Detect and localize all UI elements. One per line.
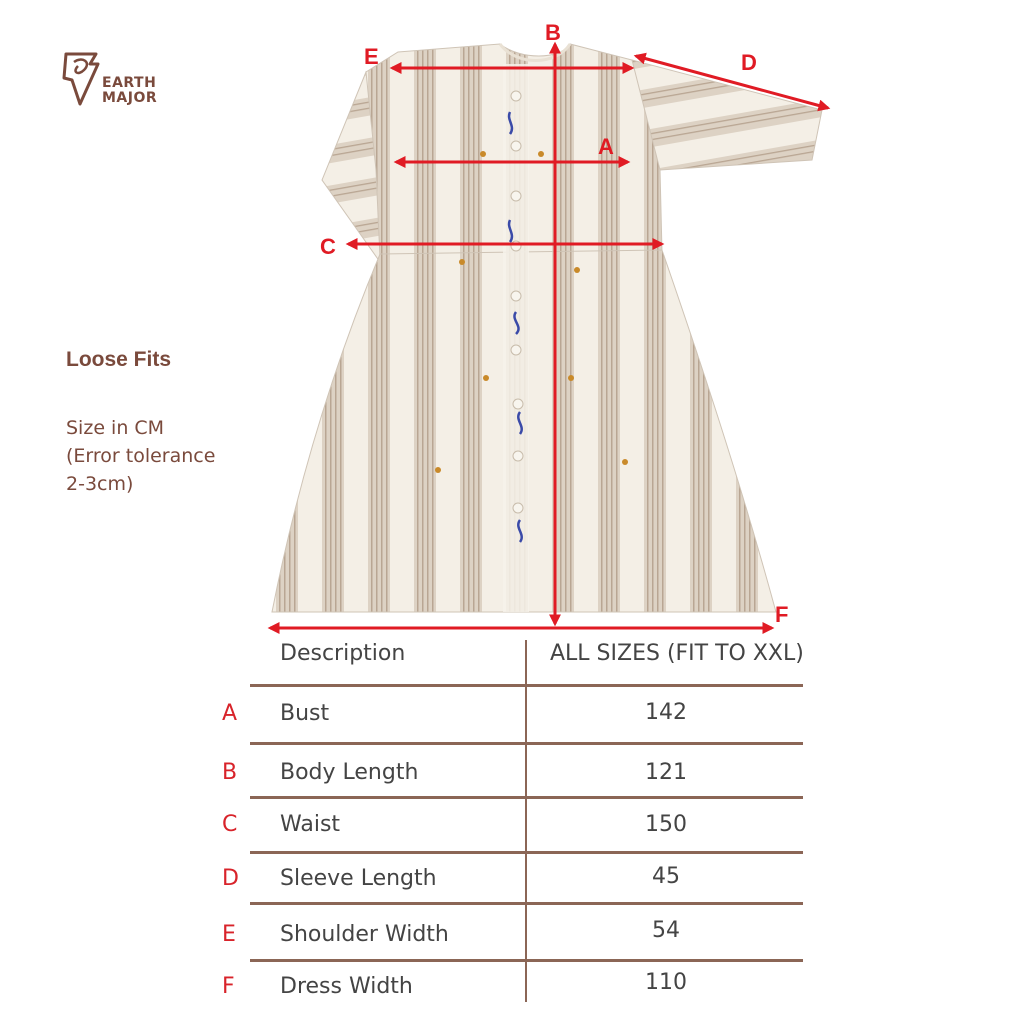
measure-label-a: A: [598, 134, 614, 159]
row-value: 45: [652, 864, 680, 889]
row-letter: C: [222, 812, 238, 837]
row-value: 150: [645, 812, 687, 837]
table-divider: [250, 959, 803, 962]
table-divider: [250, 684, 803, 687]
row-value: 142: [645, 700, 687, 725]
table-divider: [250, 742, 803, 745]
row-letter: D: [222, 866, 239, 891]
measure-label-f: F: [775, 602, 789, 627]
table-divider: [250, 902, 803, 905]
row-letter: B: [222, 760, 238, 785]
table-header-description: Description: [280, 641, 406, 666]
table-divider: [250, 796, 803, 799]
table-divider: [250, 851, 803, 854]
table-header-sizes: ALL SIZES (FIT TO XXL): [550, 641, 804, 666]
row-description: Body Length: [280, 760, 419, 785]
row-description: Shoulder Width: [280, 922, 449, 947]
fit-title: Loose Fits: [66, 348, 172, 371]
size-note-line-2: (Error tolerance: [66, 445, 216, 467]
size-note-line-3: 2-3cm): [66, 473, 134, 495]
brand-name-line-2: MAJOR: [102, 90, 158, 106]
row-description: Sleeve Length: [280, 866, 437, 891]
row-description: Waist: [280, 812, 341, 837]
row-value: 54: [652, 918, 680, 943]
row-description: Dress Width: [280, 974, 413, 999]
brand-name-line-1: EARTH: [102, 75, 157, 91]
dress-right-sleeve: [632, 60, 822, 170]
row-letter: A: [222, 701, 238, 726]
size-note-line-1: Size in CM: [66, 417, 165, 439]
row-description: Bust: [280, 701, 330, 726]
table-column-divider: [525, 640, 527, 1002]
measure-label-b: B: [545, 20, 561, 45]
measure-label-c: C: [320, 234, 336, 259]
row-letter: E: [222, 922, 236, 947]
measure-label-d: D: [741, 50, 757, 75]
row-value: 110: [645, 970, 687, 995]
row-value: 121: [645, 760, 687, 785]
measure-label-e: E: [364, 44, 379, 69]
row-letter: F: [222, 974, 235, 999]
